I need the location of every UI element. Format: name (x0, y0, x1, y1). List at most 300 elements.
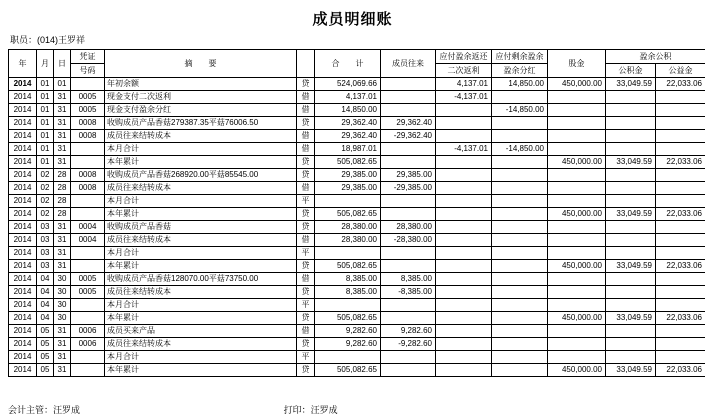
cell-total: 29,385.00 (315, 169, 381, 182)
cell-day: 31 (54, 117, 71, 130)
th-payable-surplus: 应付剩余盈余 (492, 50, 548, 64)
cell-shares: 450,000.00 (548, 364, 606, 377)
cell-year: 2014 (9, 208, 37, 221)
cell-public-welfare (656, 143, 705, 156)
cell-member-current: -29,385.00 (381, 182, 436, 195)
cell-shares (548, 169, 606, 182)
cell-day: 28 (54, 208, 71, 221)
cell-day: 31 (54, 247, 71, 260)
cell-member-current (381, 260, 436, 273)
cell-shares: 450,000.00 (548, 78, 606, 91)
cell-payable-surplus: 14,850.00 (492, 78, 548, 91)
table-row[interactable] (9, 338, 705, 351)
cell-summary: 本月合计 (105, 143, 297, 156)
table-row[interactable] (9, 104, 705, 117)
cell-day: 31 (54, 325, 71, 338)
cell-public-reserve (606, 351, 656, 364)
cell-voucher (71, 156, 105, 169)
cell-total: 505,082.65 (315, 312, 381, 325)
cell-payable-return (436, 104, 492, 117)
cell-month: 01 (37, 143, 54, 156)
cell-public-reserve: 33,049.59 (606, 260, 656, 273)
cell-voucher (71, 260, 105, 273)
cell-public-reserve (606, 169, 656, 182)
cell-total: 505,082.65 (315, 260, 381, 273)
cell-summary: 本月合计 (105, 195, 297, 208)
cell-total: 9,282.60 (315, 325, 381, 338)
cell-voucher: 0004 (71, 221, 105, 234)
th-shares: 股金 (548, 50, 606, 78)
cell-summary: 成员往来结转成本 (105, 234, 297, 247)
cell-summary: 现金支付盈余分红 (105, 104, 297, 117)
cell-payable-return (436, 130, 492, 143)
cell-public-reserve: 33,049.59 (606, 78, 656, 91)
cell-day: 30 (54, 286, 71, 299)
table-row[interactable] (9, 221, 705, 234)
cell-voucher: 0005 (71, 104, 105, 117)
cell-voucher: 0005 (71, 286, 105, 299)
cell-day: 28 (54, 182, 71, 195)
cell-public-welfare (656, 338, 705, 351)
cell-member-current (381, 299, 436, 312)
table-row[interactable] (9, 286, 705, 299)
cell-payable-surplus (492, 299, 548, 312)
cell-month: 04 (37, 312, 54, 325)
cell-payable-return (436, 234, 492, 247)
cell-public-reserve (606, 130, 656, 143)
cell-member-current (381, 312, 436, 325)
cell-payable-surplus (492, 221, 548, 234)
cell-month: 03 (37, 234, 54, 247)
table-row[interactable] (9, 273, 705, 286)
footer-page (525, 403, 697, 416)
cell-member-current: 29,362.40 (381, 117, 436, 130)
cell-total: 505,082.65 (315, 156, 381, 169)
cell-member-current: 8,385.00 (381, 273, 436, 286)
cell-public-welfare (656, 195, 705, 208)
table-row[interactable] (9, 117, 705, 130)
cell-voucher (71, 143, 105, 156)
cell-payable-surplus (492, 169, 548, 182)
cell-public-reserve (606, 273, 656, 286)
cell-year: 2014 (9, 260, 37, 273)
cell-member-current (381, 247, 436, 260)
cell-month: 02 (37, 208, 54, 221)
cell-dc: 贷 (297, 208, 315, 221)
cell-public-reserve (606, 325, 656, 338)
cell-month: 05 (37, 325, 54, 338)
cell-dc: 贷 (297, 312, 315, 325)
cell-month: 05 (37, 338, 54, 351)
cell-payable-surplus (492, 351, 548, 364)
cell-year: 2014 (9, 325, 37, 338)
cell-year: 2014 (9, 286, 37, 299)
cell-summary: 成员往来结转成本 (105, 182, 297, 195)
cell-summary: 收购成员产品香菇268920.00平菇85545.00 (105, 169, 297, 182)
cell-shares (548, 91, 606, 104)
cell-total: 18,987.01 (315, 143, 381, 156)
cell-payable-surplus (492, 338, 548, 351)
cell-dc: 贷 (297, 260, 315, 273)
cell-payable-return (436, 182, 492, 195)
cell-shares: 450,000.00 (548, 156, 606, 169)
cell-payable-return (436, 312, 492, 325)
cell-summary: 成员买来产品 (105, 325, 297, 338)
cell-voucher: 0008 (71, 130, 105, 143)
cell-month: 03 (37, 260, 54, 273)
cell-member-current: -9,282.60 (381, 338, 436, 351)
cell-member-current (381, 364, 436, 377)
th-voucher: 凭证 (71, 50, 105, 64)
cell-month: 02 (37, 195, 54, 208)
cell-voucher (71, 312, 105, 325)
cell-dc: 贷 (297, 338, 315, 351)
cell-public-welfare: 22,033.06 (656, 312, 705, 325)
cell-month: 04 (37, 286, 54, 299)
cell-voucher (71, 78, 105, 91)
cell-payable-surplus (492, 91, 548, 104)
cell-month: 03 (37, 221, 54, 234)
cell-payable-return: 4,137.01 (436, 78, 492, 91)
cell-day: 31 (54, 143, 71, 156)
employee-line: 职员：(014)王罗祥 (10, 35, 86, 45)
cell-payable-return (436, 351, 492, 364)
table-row[interactable] (9, 195, 705, 208)
cell-total: 4,137.01 (315, 91, 381, 104)
cell-payable-surplus (492, 286, 548, 299)
cell-year: 2014 (9, 247, 37, 260)
cell-dc: 贷 (297, 221, 315, 234)
cell-day: 30 (54, 312, 71, 325)
cell-payable-surplus (492, 260, 548, 273)
cell-day: 31 (54, 364, 71, 377)
cell-public-welfare: 22,033.06 (656, 78, 705, 91)
cell-payable-return (436, 260, 492, 273)
footer-printer: 打印：汪罗成 (283, 405, 338, 415)
cell-payable-return (436, 299, 492, 312)
cell-dc: 借 (297, 91, 315, 104)
cell-day: 01 (54, 78, 71, 91)
cell-dc: 借 (297, 143, 315, 156)
cell-summary: 本月合计 (105, 247, 297, 260)
th-payable-return: 应付盈余返还 (436, 50, 492, 64)
cell-month: 01 (37, 104, 54, 117)
cell-voucher: 0008 (71, 169, 105, 182)
cell-dc: 借 (297, 325, 315, 338)
cell-public-reserve: 33,049.59 (606, 156, 656, 169)
cell-dc: 贷 (297, 364, 315, 377)
cell-payable-return (436, 338, 492, 351)
page-title: 成员明细账 (312, 11, 393, 28)
cell-voucher: 0006 (71, 338, 105, 351)
cell-payable-return: -4,137.01 (436, 143, 492, 156)
cell-public-welfare (656, 273, 705, 286)
cell-payable-surplus (492, 182, 548, 195)
cell-year: 2014 (9, 338, 37, 351)
cell-dc: 借 (297, 234, 315, 247)
cell-payable-surplus (492, 364, 548, 377)
cell-public-reserve (606, 247, 656, 260)
cell-public-welfare (656, 286, 705, 299)
cell-public-reserve: 33,049.59 (606, 364, 656, 377)
page-footer (8, 403, 697, 416)
cell-summary: 本年累计 (105, 208, 297, 221)
cell-shares (548, 299, 606, 312)
table-row[interactable] (9, 156, 705, 169)
cell-public-reserve (606, 104, 656, 117)
table-row[interactable] (9, 247, 705, 260)
cell-day: 28 (54, 169, 71, 182)
cell-total: 29,362.40 (315, 117, 381, 130)
cell-shares (548, 130, 606, 143)
cell-month: 04 (37, 273, 54, 286)
cell-member-current: -8,385.00 (381, 286, 436, 299)
cell-day: 28 (54, 195, 71, 208)
cell-public-welfare (656, 117, 705, 130)
cell-public-welfare (656, 221, 705, 234)
cell-month: 05 (37, 351, 54, 364)
cell-month: 05 (37, 364, 54, 377)
cell-total (315, 299, 381, 312)
cell-public-welfare (656, 351, 705, 364)
cell-member-current (381, 91, 436, 104)
cell-payable-surplus (492, 117, 548, 130)
cell-day: 30 (54, 273, 71, 286)
cell-public-reserve (606, 91, 656, 104)
cell-payable-surplus: -14,850.00 (492, 143, 548, 156)
cell-payable-return (436, 247, 492, 260)
cell-public-reserve (606, 221, 656, 234)
cell-total: 8,385.00 (315, 286, 381, 299)
table-row[interactable] (9, 91, 705, 104)
cell-shares (548, 117, 606, 130)
cell-summary: 成员往来结转成本 (105, 338, 297, 351)
cell-total: 28,380.00 (315, 221, 381, 234)
cell-summary: 本年累计 (105, 364, 297, 377)
cell-dc: 贷 (297, 156, 315, 169)
table-row[interactable] (9, 260, 705, 273)
cell-member-current: 29,385.00 (381, 169, 436, 182)
cell-month: 01 (37, 117, 54, 130)
table-row[interactable] (9, 364, 705, 377)
table-row[interactable] (9, 208, 705, 221)
cell-public-welfare (656, 104, 705, 117)
cell-public-reserve (606, 234, 656, 247)
cell-month: 01 (37, 156, 54, 169)
cell-day: 31 (54, 104, 71, 117)
cell-public-welfare (656, 130, 705, 143)
cell-dc: 贷 (297, 169, 315, 182)
cell-summary: 本年累计 (105, 156, 297, 169)
cell-dc: 借 (297, 182, 315, 195)
table-row[interactable] (9, 325, 705, 338)
ledger-table (8, 49, 705, 377)
cell-total: 505,082.65 (315, 208, 381, 221)
cell-day: 31 (54, 260, 71, 273)
th-year: 年 (9, 50, 37, 78)
cell-month: 03 (37, 247, 54, 260)
th-payable-return-sub: 二次返利 (436, 64, 492, 78)
cell-day: 31 (54, 351, 71, 364)
cell-payable-surplus (492, 312, 548, 325)
cell-year: 2014 (9, 91, 37, 104)
th-summary: 摘 要 (105, 50, 297, 78)
cell-total: 524,069.66 (315, 78, 381, 91)
th-dc (297, 50, 315, 78)
cell-payable-return (436, 364, 492, 377)
cell-total: 29,362.40 (315, 130, 381, 143)
cell-summary: 收购成员产品香菇 (105, 221, 297, 234)
cell-day: 31 (54, 234, 71, 247)
cell-public-reserve: 33,049.59 (606, 208, 656, 221)
cell-year: 2014 (9, 117, 37, 130)
cell-total: 8,385.00 (315, 273, 381, 286)
cell-public-welfare (656, 91, 705, 104)
cell-year: 2014 (9, 130, 37, 143)
table-row[interactable] (9, 234, 705, 247)
cell-month: 04 (37, 299, 54, 312)
cell-voucher (71, 195, 105, 208)
cell-member-current (381, 156, 436, 169)
cell-shares (548, 273, 606, 286)
cell-month: 01 (37, 91, 54, 104)
cell-year: 2014 (9, 78, 37, 91)
cell-year: 2014 (9, 234, 37, 247)
cell-year: 2014 (9, 182, 37, 195)
cell-payable-return (436, 286, 492, 299)
cell-total: 505,082.65 (315, 364, 381, 377)
cell-day: 31 (54, 156, 71, 169)
cell-public-reserve (606, 195, 656, 208)
th-member-current: 成员往来 (381, 50, 436, 78)
cell-member-current (381, 351, 436, 364)
cell-voucher: 0004 (71, 234, 105, 247)
cell-shares (548, 325, 606, 338)
cell-dc: 借 (297, 130, 315, 143)
cell-public-reserve (606, 117, 656, 130)
th-total: 合 计 (315, 50, 381, 78)
cell-voucher: 0008 (71, 182, 105, 195)
cell-day: 31 (54, 91, 71, 104)
cell-year: 2014 (9, 351, 37, 364)
cell-month: 02 (37, 169, 54, 182)
cell-day: 31 (54, 338, 71, 351)
footer-accountant-supervisor: 会计主管：汪罗成 (8, 405, 81, 415)
cell-year: 2014 (9, 104, 37, 117)
table-row[interactable] (9, 299, 705, 312)
cell-public-reserve: 33,049.59 (606, 312, 656, 325)
cell-shares (548, 338, 606, 351)
cell-shares (548, 351, 606, 364)
cell-payable-return (436, 156, 492, 169)
cell-public-welfare: 22,033.06 (656, 208, 705, 221)
cell-payable-surplus (492, 325, 548, 338)
cell-public-welfare: 22,033.06 (656, 364, 705, 377)
cell-dc: 平 (297, 351, 315, 364)
table-row[interactable] (9, 169, 705, 182)
table-row[interactable] (9, 312, 705, 325)
cell-summary: 现金支付二次返利 (105, 91, 297, 104)
ledger-body (9, 78, 705, 377)
cell-dc: 借 (297, 104, 315, 117)
cell-shares (548, 182, 606, 195)
cell-voucher: 0006 (71, 325, 105, 338)
cell-payable-return (436, 208, 492, 221)
th-month: 月 (37, 50, 54, 78)
cell-year: 2014 (9, 169, 37, 182)
cell-shares (548, 247, 606, 260)
cell-shares (548, 286, 606, 299)
cell-voucher: 0008 (71, 117, 105, 130)
cell-shares: 450,000.00 (548, 208, 606, 221)
cell-month: 01 (37, 130, 54, 143)
cell-summary: 收购成员产品香菇128070.00平菇73750.00 (105, 273, 297, 286)
th-voucher-number: 号码 (71, 64, 105, 78)
cell-public-reserve (606, 143, 656, 156)
table-row[interactable] (9, 78, 705, 91)
table-row[interactable] (9, 182, 705, 195)
cell-shares (548, 195, 606, 208)
cell-summary: 本年累计 (105, 312, 297, 325)
cell-summary: 成员往来结转成本 (105, 130, 297, 143)
cell-dc: 平 (297, 247, 315, 260)
cell-public-welfare (656, 169, 705, 182)
cell-member-current (381, 78, 436, 91)
th-day: 日 (54, 50, 71, 78)
table-row[interactable] (9, 130, 705, 143)
cell-payable-surplus (492, 247, 548, 260)
cell-shares: 450,000.00 (548, 260, 606, 273)
th-surplus-reserve: 盈余公积 (606, 50, 705, 64)
cell-day: 31 (54, 130, 71, 143)
cell-shares (548, 143, 606, 156)
table-row[interactable] (9, 143, 705, 156)
cell-dc: 借 (297, 273, 315, 286)
cell-public-reserve (606, 182, 656, 195)
th-public-reserve: 公积金 (606, 64, 656, 78)
cell-payable-surplus (492, 234, 548, 247)
cell-payable-surplus: -14,850.00 (492, 104, 548, 117)
cell-public-welfare (656, 247, 705, 260)
cell-shares (548, 234, 606, 247)
cell-dc: 贷 (297, 78, 315, 91)
cell-year: 2014 (9, 156, 37, 169)
cell-member-current (381, 195, 436, 208)
cell-member-current: -28,380.00 (381, 234, 436, 247)
cell-month: 01 (37, 78, 54, 91)
cell-year: 2014 (9, 143, 37, 156)
cell-public-welfare (656, 325, 705, 338)
cell-year: 2014 (9, 364, 37, 377)
cell-summary: 收购成员产品香菇279387.35平菇76006.50 (105, 117, 297, 130)
cell-member-current: 28,380.00 (381, 221, 436, 234)
cell-payable-surplus (492, 156, 548, 169)
cell-summary: 成员往来结转成本 (105, 286, 297, 299)
cell-dc: 贷 (297, 117, 315, 130)
cell-shares: 450,000.00 (548, 312, 606, 325)
cell-summary: 年初余额 (105, 78, 297, 91)
cell-total: 9,282.60 (315, 338, 381, 351)
cell-year: 2014 (9, 273, 37, 286)
cell-member-current (381, 104, 436, 117)
cell-public-welfare (656, 182, 705, 195)
cell-payable-return (436, 169, 492, 182)
cell-shares (548, 104, 606, 117)
cell-total (315, 351, 381, 364)
cell-dc: 平 (297, 195, 315, 208)
table-row[interactable] (9, 351, 705, 364)
cell-public-reserve (606, 286, 656, 299)
